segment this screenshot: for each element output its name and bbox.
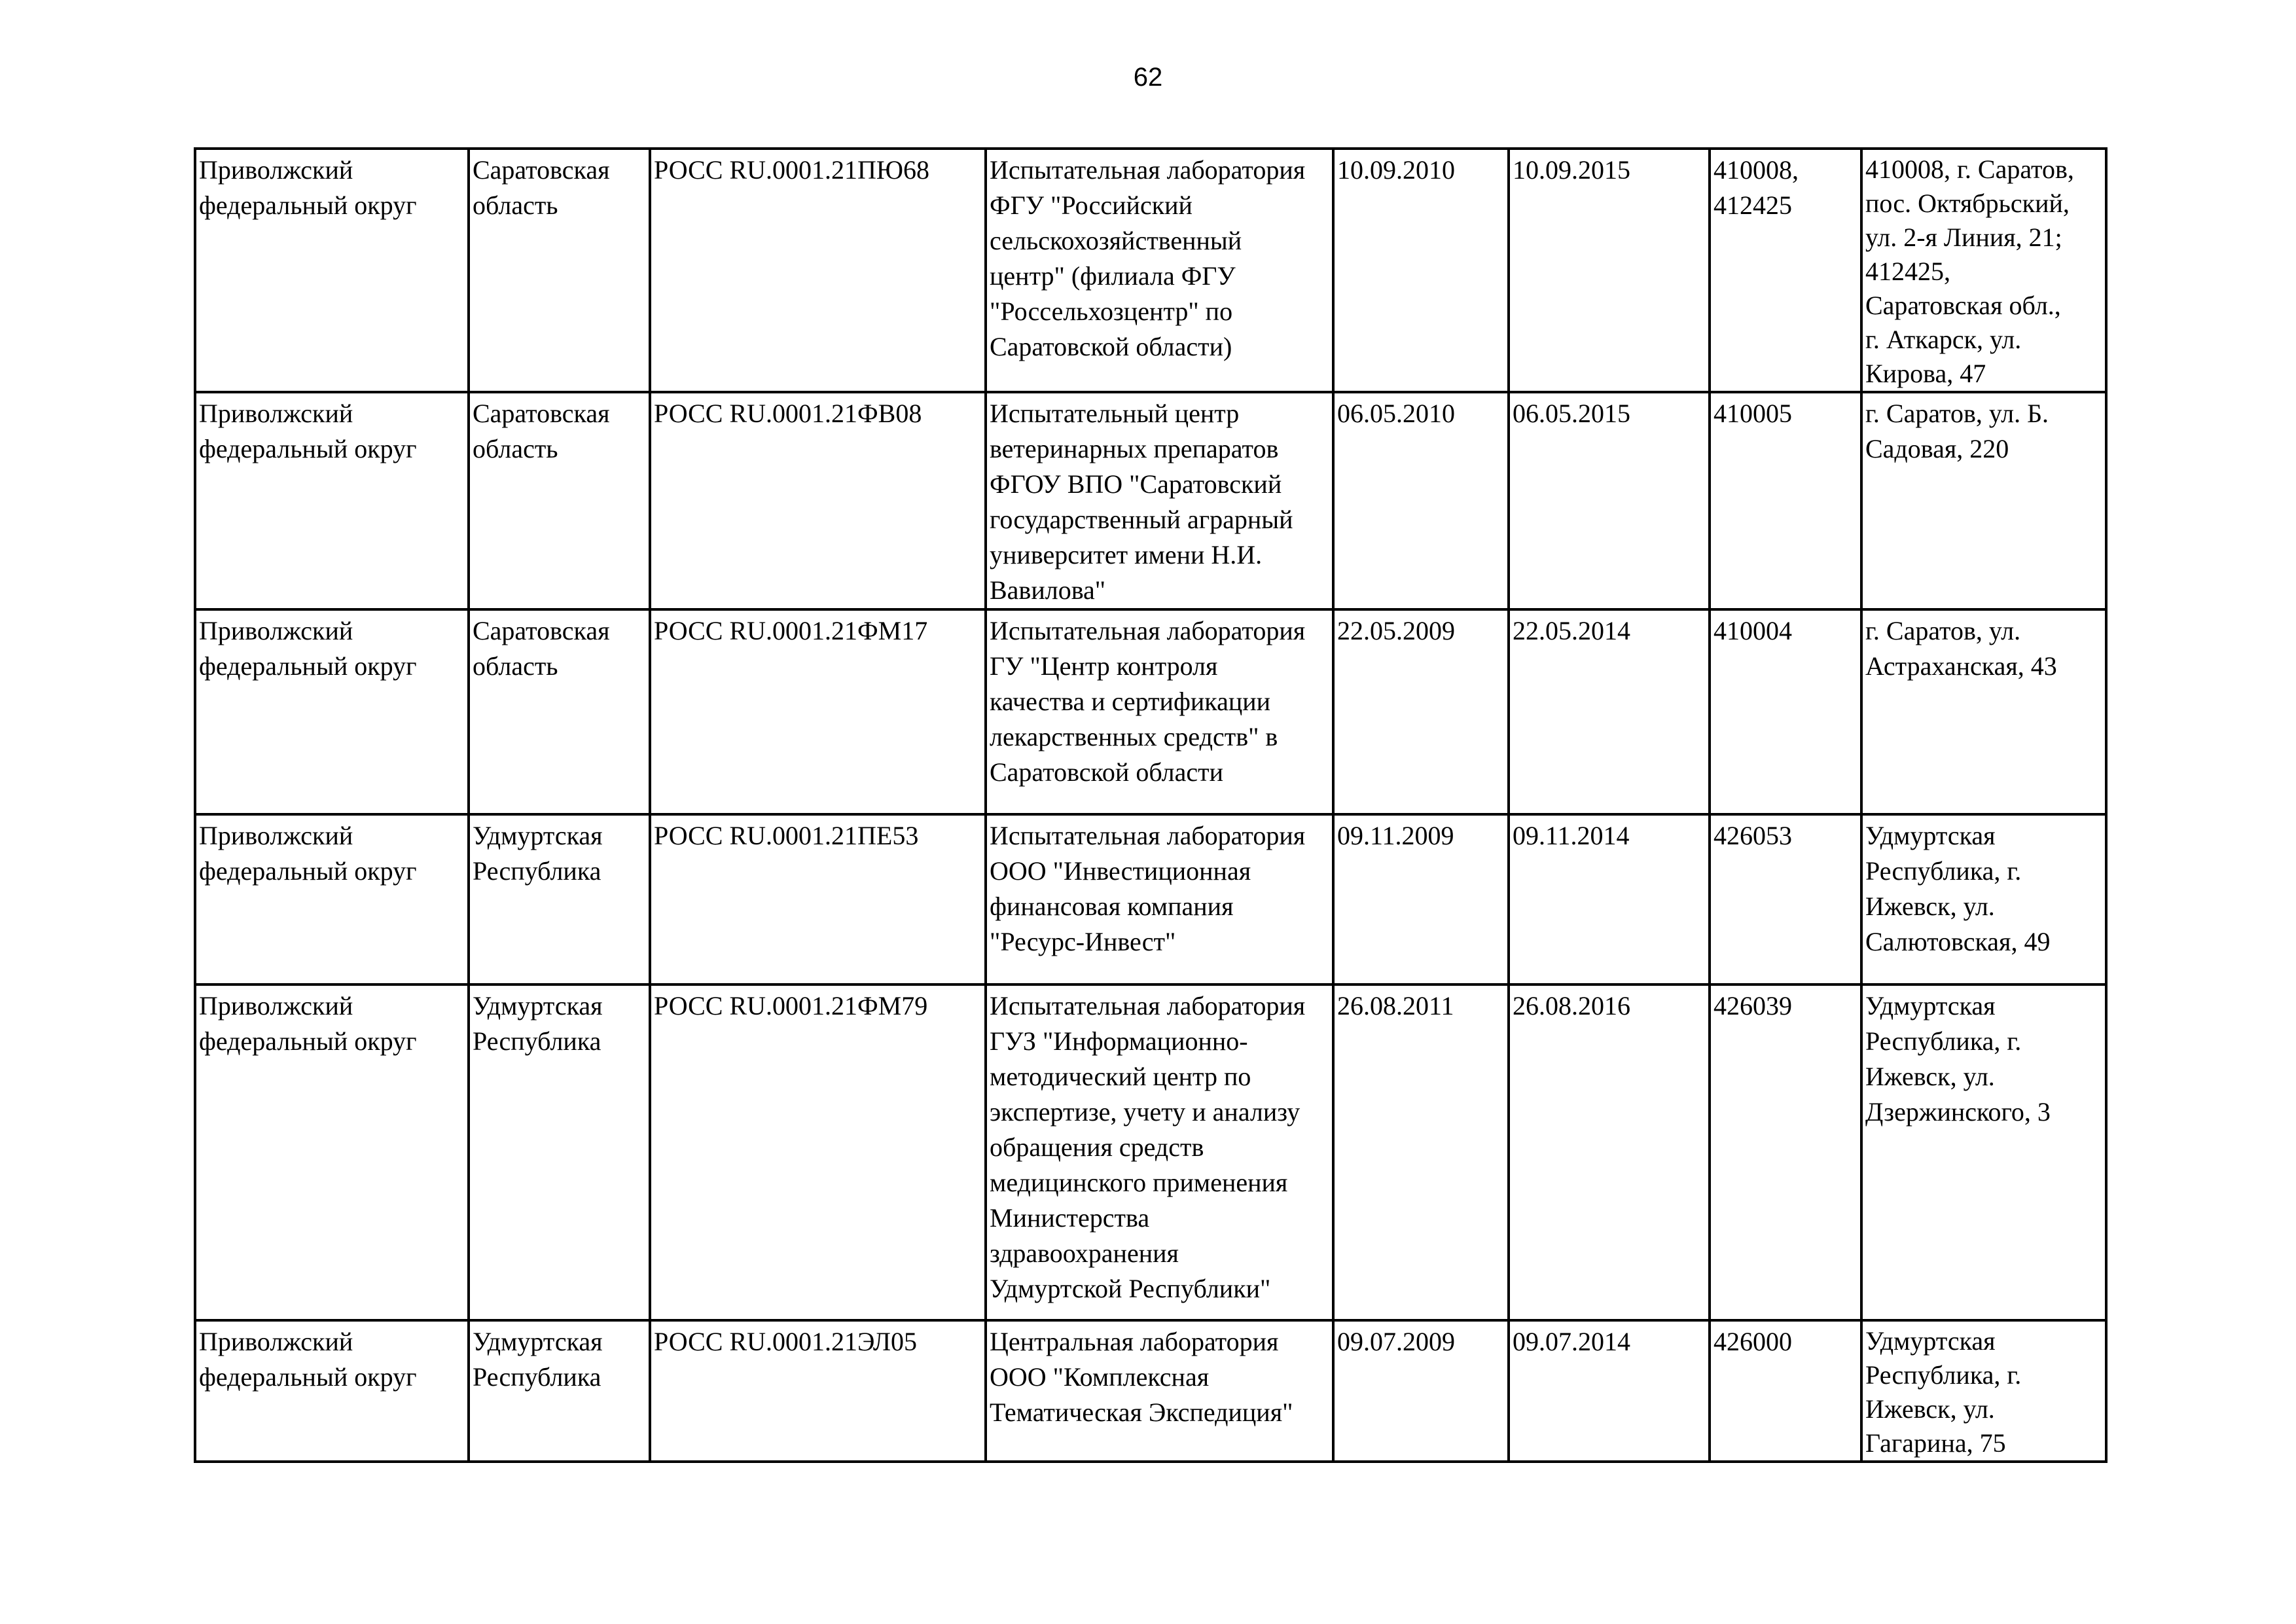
certificate-number-cell: РОСС RU.0001.21ПЮ68: [650, 149, 986, 392]
certificate-number-cell: РОСС RU.0001.21ЭЛ05: [650, 1320, 986, 1462]
certificate-number-cell: РОСС RU.0001.21ФВ08: [650, 392, 986, 609]
region-cell: Саратовская область: [469, 149, 650, 392]
valid-to-cell: 09.11.2014: [1509, 814, 1710, 984]
certificate-number-cell: РОСС RU.0001.21ФМ79: [650, 984, 986, 1320]
laboratory-name-cell: Испытательная лаборатория ГУЗ "Информационно- методический центр по экспертизе, учету и анализу обращения средств медицинского применения Министерства здравоохранения Удмуртской Республики": [986, 984, 1333, 1320]
district-cell: Приволжский федеральный округ: [195, 1320, 469, 1462]
laboratory-name-cell: Центральная лаборатория ООО "Комплексная Тематическая Экспедиция": [986, 1320, 1333, 1462]
table-row: [195, 149, 2106, 392]
region-cell: Удмуртская Республика: [469, 984, 650, 1320]
address-cell: Удмуртская Республика, г. Ижевск, ул. Гагарина, 75: [1861, 1320, 2106, 1462]
postcode-cell: 410004: [1710, 609, 1861, 814]
laboratory-name-cell: Испытательная лаборатория ООО "Инвестиционная финансовая компания "Ресурс-Инвест": [986, 814, 1333, 984]
valid-to-cell: 10.09.2015: [1509, 149, 1710, 392]
district-cell: Приволжский федеральный округ: [195, 149, 469, 392]
laboratory-registry-table: [194, 147, 2108, 1463]
valid-to-cell: 09.07.2014: [1509, 1320, 1710, 1462]
table-row: [195, 984, 2106, 1320]
district-cell: Приволжский федеральный округ: [195, 984, 469, 1320]
region-cell: Удмуртская Республика: [469, 1320, 650, 1462]
valid-from-cell: 09.11.2009: [1333, 814, 1509, 984]
address-cell: г. Саратов, ул. Б. Садовая, 220: [1861, 392, 2106, 609]
region-cell: Саратовская область: [469, 609, 650, 814]
address-cell: Удмуртская Республика, г. Ижевск, ул. Дзержинского, 3: [1861, 984, 2106, 1320]
region-cell: Саратовская область: [469, 392, 650, 609]
table-row: [195, 392, 2106, 609]
postcode-cell: 410008, 412425: [1710, 149, 1861, 392]
district-cell: Приволжский федеральный округ: [195, 392, 469, 609]
district-cell: Приволжский федеральный округ: [195, 814, 469, 984]
address-cell: г. Саратов, ул. Астраханская, 43: [1861, 609, 2106, 814]
valid-from-cell: 06.05.2010: [1333, 392, 1509, 609]
table-row: [195, 609, 2106, 814]
address-cell: Удмуртская Республика, г. Ижевск, ул. Салютовская, 49: [1861, 814, 2106, 984]
valid-to-cell: 06.05.2015: [1509, 392, 1710, 609]
laboratory-name-cell: Испытательный центр ветеринарных препаратов ФГОУ ВПО "Саратовский государственный аграрный университет имени Н.И. Вавилова": [986, 392, 1333, 609]
postcode-cell: 426000: [1710, 1320, 1861, 1462]
table-row: [195, 1320, 2106, 1462]
laboratory-name-cell: Испытательная лаборатория ГУ "Центр контроля качества и сертификации лекарственных средств" в Саратовской области: [986, 609, 1333, 814]
address-cell: 410008, г. Саратов, пос. Октябрьский, ул. 2-я Линия, 21; 412425, Саратовская обл., г. Аткарск, ул. Кирова, 47: [1861, 149, 2106, 392]
valid-from-cell: 10.09.2010: [1333, 149, 1509, 392]
valid-to-cell: 22.05.2014: [1509, 609, 1710, 814]
certificate-number-cell: РОСС RU.0001.21ФМ17: [650, 609, 986, 814]
certificate-number-cell: РОСС RU.0001.21ПЕ53: [650, 814, 986, 984]
region-cell: Удмуртская Республика: [469, 814, 650, 984]
valid-from-cell: 22.05.2009: [1333, 609, 1509, 814]
valid-from-cell: 09.07.2009: [1333, 1320, 1509, 1462]
laboratory-name-cell: Испытательная лаборатория ФГУ "Российский сельскохозяйственный центр" (филиала ФГУ "Россельхозцентр" по Саратовской области): [986, 149, 1333, 392]
district-cell: Приволжский федеральный округ: [195, 609, 469, 814]
postcode-cell: 426039: [1710, 984, 1861, 1320]
valid-from-cell: 26.08.2011: [1333, 984, 1509, 1320]
page-number: 62: [1133, 63, 1163, 92]
valid-to-cell: 26.08.2016: [1509, 984, 1710, 1320]
postcode-cell: 426053: [1710, 814, 1861, 984]
postcode-cell: 410005: [1710, 392, 1861, 609]
table-row: [195, 814, 2106, 984]
